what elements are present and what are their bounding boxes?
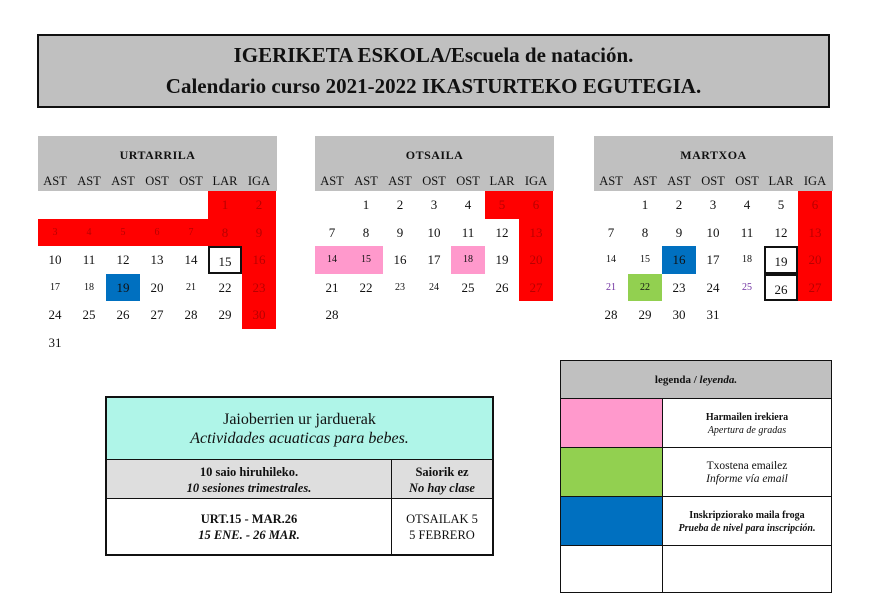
day-cell: 4 <box>464 197 472 212</box>
calendar-january <box>38 136 277 356</box>
day-cell: 8 <box>641 224 649 240</box>
day-cell: 12 <box>774 224 788 240</box>
weekday-label: OST <box>179 174 203 188</box>
weekday-header-row <box>594 171 833 191</box>
legend-row <box>561 399 831 448</box>
weekday-label: AST <box>43 174 67 188</box>
day-cell: 16 <box>242 246 276 274</box>
empty-day-cell <box>140 329 174 357</box>
empty-day-cell <box>174 329 208 357</box>
day-cell: 6 <box>519 191 553 219</box>
weekday-header-row <box>315 171 554 191</box>
title-line-1: IGERIKETA ESKOLA/Escuela de natación. <box>233 43 634 67</box>
day-cell: 2 <box>675 197 683 212</box>
day-cell: 8 <box>208 219 242 247</box>
week-row <box>315 219 554 247</box>
day-cell: 13 <box>150 252 164 267</box>
day-cell: 15 <box>640 254 650 265</box>
day-cell: 2 <box>242 191 276 219</box>
legend-header-eu: legenda / <box>654 374 697 386</box>
day-cell: 22 <box>218 279 232 295</box>
calendar-february <box>315 136 554 329</box>
weekday-label: AST <box>633 174 657 188</box>
legend-header <box>561 361 831 399</box>
empty-day-cell <box>764 301 798 329</box>
day-cell: 3 <box>430 197 438 212</box>
no-class-date-es: 5 FEBRERO <box>409 528 475 542</box>
week-row <box>38 246 277 274</box>
legend-text <box>663 497 831 545</box>
weekday-label: AST <box>77 174 101 188</box>
baby-activities-header <box>107 398 492 460</box>
day-cell: 5 <box>777 197 785 212</box>
day-cell: 1 <box>362 197 370 212</box>
empty-day-cell <box>383 301 417 329</box>
legend-swatch <box>561 448 663 496</box>
day-cell: 10 <box>706 224 720 240</box>
day-cell: 4 <box>743 197 751 212</box>
day-cell: 19 <box>495 252 509 267</box>
day-cell: 1 <box>208 191 242 219</box>
week-row <box>38 274 277 302</box>
legend-swatch <box>561 399 663 447</box>
week-row <box>38 329 277 357</box>
day-cell: 22 <box>359 279 373 295</box>
legend-row-empty <box>561 546 831 592</box>
sessions-range-eu: URT.15 - MAR.26 <box>200 512 298 526</box>
baby-title-eu: Jaioberrien ur jarduerak <box>223 411 376 428</box>
week-row <box>315 191 554 219</box>
day-cell: 16 <box>393 252 407 267</box>
empty-day-cell <box>174 191 208 219</box>
day-cell: 23 <box>242 274 276 302</box>
weekday-label: AST <box>320 174 344 188</box>
week-row <box>594 274 833 302</box>
week-row <box>594 301 833 329</box>
day-cell: 6 <box>140 219 174 247</box>
page-title <box>37 34 830 108</box>
day-cell: 12 <box>116 252 130 267</box>
day-cell: 18 <box>451 246 485 274</box>
baby-table-value-row <box>107 499 492 555</box>
day-cell: 3 <box>38 219 72 247</box>
day-cell: 26 <box>764 274 798 302</box>
legend-swatch-empty <box>561 546 663 592</box>
baby-activities-table <box>105 396 494 556</box>
baby-table-header-row <box>107 460 492 499</box>
weekday-header-row <box>38 171 277 191</box>
empty-day-cell <box>594 191 628 219</box>
day-cell: 22 <box>628 274 662 302</box>
day-cell: 12 <box>495 224 509 240</box>
weekday-label: IGA <box>524 174 548 188</box>
empty-day-cell <box>208 329 242 357</box>
day-cell: 24 <box>429 281 439 293</box>
day-cell: 2 <box>396 197 404 212</box>
empty-day-cell <box>72 329 106 357</box>
day-cell: 17 <box>50 281 60 293</box>
weekday-label: AST <box>599 174 623 188</box>
day-cell: 18 <box>84 281 94 293</box>
no-class-head-es: No hay clase <box>409 481 475 495</box>
weekday-label: AST <box>111 174 135 188</box>
legend-text-eu: Harmailen irekiera <box>705 412 789 423</box>
day-cell: 25 <box>82 307 96 322</box>
day-cell: 31 <box>706 307 720 322</box>
weekday-label: IGA <box>247 174 271 188</box>
day-cell: 1 <box>641 197 649 212</box>
day-cell: 29 <box>638 307 652 322</box>
month-name: URTARRILA <box>38 136 277 171</box>
calendar-march <box>594 136 833 329</box>
day-cell: 27 <box>798 274 832 302</box>
day-cell: 25 <box>742 281 752 293</box>
day-cell: 23 <box>672 279 686 295</box>
day-cell: 24 <box>48 307 62 322</box>
day-cell: 15 <box>208 246 242 274</box>
day-cell: 31 <box>48 334 62 350</box>
day-cell: 11 <box>740 224 754 240</box>
day-cell: 28 <box>184 307 198 322</box>
week-row <box>38 191 277 219</box>
day-cell: 20 <box>519 246 553 274</box>
weekday-label: OST <box>701 174 725 188</box>
day-cell: 7 <box>607 224 615 240</box>
week-row <box>315 246 554 274</box>
week-row <box>594 219 833 247</box>
day-cell: 26 <box>116 307 130 322</box>
no-class-head-eu: Saiorik ez <box>415 465 469 479</box>
day-cell: 26 <box>495 279 509 295</box>
month-name: OTSAILA <box>315 136 554 171</box>
empty-day-cell <box>72 191 106 219</box>
empty-day-cell <box>519 301 553 329</box>
day-cell: 27 <box>519 274 553 302</box>
weekday-label: OST <box>422 174 446 188</box>
day-cell: 11 <box>82 252 96 267</box>
day-cell: 3 <box>709 197 717 212</box>
day-cell: 9 <box>396 224 404 240</box>
empty-day-cell <box>242 329 276 357</box>
day-cell: 28 <box>325 307 339 322</box>
day-cell: 13 <box>798 219 832 247</box>
day-cell: 17 <box>427 252 441 267</box>
legend-text-es: Prueba de nivel para inscripción. <box>678 523 816 534</box>
sessions-head-es: 10 sesiones trimestrales. <box>186 481 312 495</box>
day-cell: 20 <box>150 279 164 295</box>
week-row <box>315 301 554 329</box>
day-cell: 13 <box>519 219 553 247</box>
legend-row <box>561 448 831 497</box>
day-cell: 30 <box>242 301 276 329</box>
legend-swatch <box>561 497 663 545</box>
empty-day-cell <box>451 301 485 329</box>
day-cell: 10 <box>427 224 441 240</box>
empty-day-cell <box>730 301 764 329</box>
day-cell: 28 <box>604 307 618 322</box>
title-line-2: Calendario curso 2021-2022 IKASTURTEKO EGUTEGIA. <box>165 74 702 98</box>
day-cell: 7 <box>328 224 336 240</box>
legend-header-es: leyenda. <box>699 374 738 386</box>
weekday-label: OST <box>456 174 480 188</box>
weekday-label: AST <box>667 174 691 188</box>
empty-day-cell <box>417 301 451 329</box>
day-cell: 15 <box>349 246 383 274</box>
legend-text <box>663 399 831 447</box>
week-row <box>315 274 554 302</box>
weekday-label: IGA <box>803 174 827 188</box>
day-cell: 14 <box>315 246 349 274</box>
day-cell: 6 <box>798 191 832 219</box>
empty-day-cell <box>349 301 383 329</box>
day-cell: 30 <box>672 307 686 322</box>
weekday-label: LAR <box>768 174 794 188</box>
day-cell: 27 <box>150 307 164 322</box>
day-cell: 25 <box>461 279 475 295</box>
day-cell: 4 <box>72 219 106 247</box>
day-cell: 19 <box>764 246 798 274</box>
week-row <box>594 246 833 274</box>
no-class-date-eu: OTSAILAK 5 <box>406 512 478 526</box>
day-cell: 5 <box>106 219 140 247</box>
empty-day-cell <box>798 301 832 329</box>
week-row <box>38 301 277 329</box>
baby-title-es: Actividades acuaticas para bebes. <box>190 430 409 447</box>
weekday-label: LAR <box>489 174 515 188</box>
day-cell: 7 <box>174 219 208 247</box>
day-cell: 5 <box>485 191 519 219</box>
day-cell: 21 <box>325 279 339 295</box>
day-cell: 18 <box>742 254 752 265</box>
day-cell: 11 <box>461 224 475 240</box>
legend-text-es: Informe vía email <box>706 473 788 485</box>
day-cell: 29 <box>218 307 232 322</box>
empty-day-cell <box>315 191 349 219</box>
weekday-label: LAR <box>212 174 238 188</box>
day-cell: 14 <box>184 252 198 267</box>
weekday-label: AST <box>388 174 412 188</box>
weekday-label: AST <box>354 174 378 188</box>
sessions-range-es: 15 ENE. - 26 MAR. <box>198 528 300 542</box>
week-row <box>594 191 833 219</box>
day-cell: 21 <box>606 281 616 293</box>
day-cell: 10 <box>48 252 62 267</box>
legend-text-eu: Txostena emailez <box>706 460 788 472</box>
empty-day-cell <box>140 191 174 219</box>
day-cell: 21 <box>186 281 196 293</box>
weekday-label: OST <box>145 174 169 188</box>
weekday-label: OST <box>735 174 759 188</box>
month-name: MARTXOA <box>594 136 833 171</box>
day-cell: 19 <box>106 274 140 302</box>
empty-day-cell <box>485 301 519 329</box>
sessions-head-eu: 10 saio hiruhileko. <box>199 465 299 479</box>
day-cell: 24 <box>706 279 720 295</box>
day-cell: 20 <box>798 246 832 274</box>
day-cell: 23 <box>395 281 405 293</box>
legend-text-eu: Inskripziorako maila froga <box>689 510 805 521</box>
day-cell: 9 <box>675 224 683 240</box>
empty-day-cell <box>38 191 72 219</box>
legend-text-es: Apertura de gradas <box>707 425 787 436</box>
week-row <box>38 219 277 247</box>
empty-day-cell <box>106 191 140 219</box>
day-cell: 9 <box>242 219 276 247</box>
legend-table <box>560 360 832 593</box>
day-cell: 17 <box>706 252 720 267</box>
day-cell: 16 <box>662 246 696 274</box>
legend-row <box>561 497 831 546</box>
legend-text <box>663 448 831 496</box>
day-cell: 8 <box>362 224 370 240</box>
empty-day-cell <box>106 329 140 357</box>
day-cell: 14 <box>606 254 616 265</box>
